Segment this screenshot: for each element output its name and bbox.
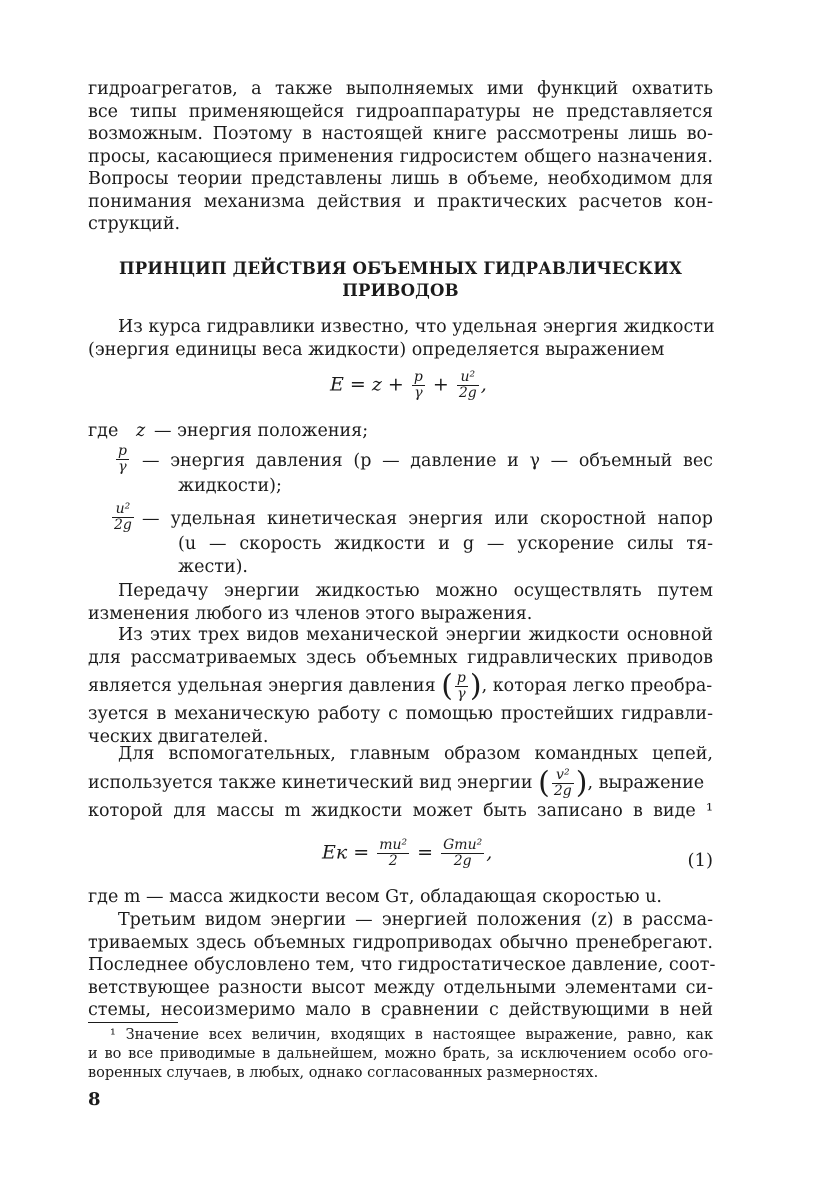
fraction-numerator: p — [456, 670, 466, 686]
fraction-denominator: 2 — [388, 853, 398, 869]
fraction-denominator: 2g — [458, 385, 477, 401]
energy-formula — [330, 370, 487, 401]
fraction-numerator: u² — [457, 370, 479, 386]
text-line: (энергия единицы веса жидкости) определяется выражением — [88, 339, 665, 360]
fraction-numerator: Gтu² — [443, 837, 483, 853]
formula-equals: = — [411, 841, 440, 864]
equation-number: (1) — [687, 850, 713, 871]
where-label: где — [88, 421, 119, 441]
text-line: Третьим видом энергии — энергией положения (z) в рассма- — [118, 910, 713, 930]
fraction-denominator: 2g — [114, 517, 132, 533]
fraction-numerator: v² — [552, 768, 574, 784]
formula-lhs: Eк = — [322, 841, 376, 864]
formula-lhs: E = z + — [330, 373, 410, 396]
text-line: Передачу энергии жидкостью можно осуществлять путем — [118, 581, 713, 601]
paragraph-position-energy — [88, 909, 716, 1022]
section-heading — [88, 258, 713, 302]
definition-fraction — [116, 444, 129, 475]
definition-text: жести). — [178, 557, 248, 577]
intro-paragraph — [88, 78, 713, 236]
fraction — [441, 838, 484, 869]
text-line: струкций. — [88, 214, 181, 234]
kinetic-energy-formula — [322, 838, 492, 869]
text-line: гидроагрегатов, а также выполняемых ими функций охватить — [88, 79, 713, 99]
text-line: Последнее обусловлено тем, что гидростатическое давление, соот- — [88, 955, 716, 975]
text-line: изменения любого из членов этого выражения. — [88, 603, 533, 624]
text-line: возможным. Поэтому в настоящей книге рассмотрены лишь во- — [88, 124, 713, 144]
text-line: для рассматриваемых здесь объемных гидравлических приводов — [88, 647, 713, 668]
fraction-denominator: γ — [457, 686, 466, 702]
text-line: зуется в механическую работу с помощью простейших гидравли- — [88, 704, 713, 724]
formula-tail: , — [486, 841, 493, 864]
text-line: Из этих трех видов механической энергии жидкости основной — [118, 625, 713, 645]
text-fragment: , выражение — [587, 772, 705, 793]
text-line: используется также кинетический вид энергии ( $\frac{\text{v²}}{2g}$ ), выражение — [88, 765, 705, 800]
paragraph-energy — [88, 316, 713, 361]
fraction — [457, 370, 479, 401]
definition-symbol: z — [136, 421, 146, 441]
definition-text: — энергия давления (p — давление и γ — объемный вес — [142, 451, 713, 471]
text-line: ческих двигателей. — [88, 726, 269, 747]
definition-text: жидкости); — [178, 476, 282, 496]
fraction-numerator: mu² — [379, 837, 408, 853]
text-line: которой для массы m жидкости может быть записано в виде ¹ — [88, 800, 713, 821]
footnote — [88, 1026, 713, 1083]
page-number: 8 — [88, 1089, 101, 1110]
paragraph-kinetic-energy — [88, 743, 713, 822]
formula-tail: , — [480, 373, 487, 396]
text-line: Вопросы теории представлены лишь в объеме, необходимом для — [88, 169, 713, 189]
definition-text: — энергия положения; — [154, 421, 369, 441]
text-line: триваемых здесь объемных гидроприводах обычно пренебрегают. — [88, 932, 713, 953]
formula-plus: + — [426, 373, 455, 396]
text-line: является удельная энергия давления ( $\frac{p}{\gamma}$ ), которая легко преобра- — [88, 668, 713, 704]
fraction-numerator: u² — [112, 502, 134, 518]
paragraph-transfer — [88, 580, 713, 625]
heading-line: ПРИВОДОВ — [342, 281, 459, 300]
text-line: ветствующее разности высот между отдельными элементами си- — [88, 977, 713, 998]
footnote-line: и во все приводимые в дальнейшем, можно брать, за исключением особо ого- — [88, 1046, 713, 1062]
heading-line: ПРИНЦИП ДЕЙСТВИЯ ОБЪЕМНЫХ ГИДРАВЛИЧЕСКИХ — [119, 259, 682, 278]
text-line: где m — масса жидкости весом Gт, обладающая скоростью u. — [88, 887, 662, 907]
inline-fraction — [455, 671, 468, 702]
fraction-denominator: 2g — [553, 782, 572, 799]
fraction-numerator: p — [413, 369, 423, 385]
fraction-numerator: p — [118, 443, 127, 459]
definitions-list — [88, 420, 713, 575]
text-line: Из курса гидравлики известно, что удельная энергия жидкости — [118, 317, 715, 337]
fraction — [412, 370, 425, 401]
fraction-denominator: γ — [118, 459, 127, 475]
definition-fraction — [112, 502, 134, 533]
footnote-line: воренных случаев, в любых, однако согласованных размерностях. — [88, 1065, 599, 1081]
definition-text: (u — скорость жидкости и g — ускорение силы тя- — [178, 534, 713, 554]
footnote-line: ¹ Значение всех величин, входящих в настоящее выражение, равно, как — [110, 1027, 713, 1043]
paragraph-pressure-energy — [88, 624, 713, 748]
text-line: просы, касающиеся применения гидросистем общего назначения. — [88, 146, 713, 167]
text-line: стемы, несоизмеримо мало в сравнении с действующими в ней — [88, 1000, 713, 1020]
definition-text: — удельная кинетическая энергия или скоростной напор — [142, 509, 713, 529]
text-line: все типы применяющейся гидроаппаратуры не представляется — [88, 101, 713, 122]
text-line: Для вспомогательных, главным образом командных цепей, — [118, 744, 713, 764]
fraction-denominator: 2g — [453, 853, 472, 869]
text-fragment: используется также кинетический вид энергии — [88, 772, 533, 793]
text-fragment: является удельная энергия давления — [88, 676, 436, 696]
text-fragment: , которая легко преобра- — [481, 676, 713, 696]
footnote-rule — [88, 1022, 178, 1023]
fraction-denominator: γ — [414, 385, 423, 401]
inline-fraction — [552, 768, 574, 799]
text-line: понимания механизма действия и практических расчетов кон- — [88, 191, 713, 212]
fraction — [377, 838, 409, 869]
paragraph-mass-definition — [88, 886, 713, 909]
